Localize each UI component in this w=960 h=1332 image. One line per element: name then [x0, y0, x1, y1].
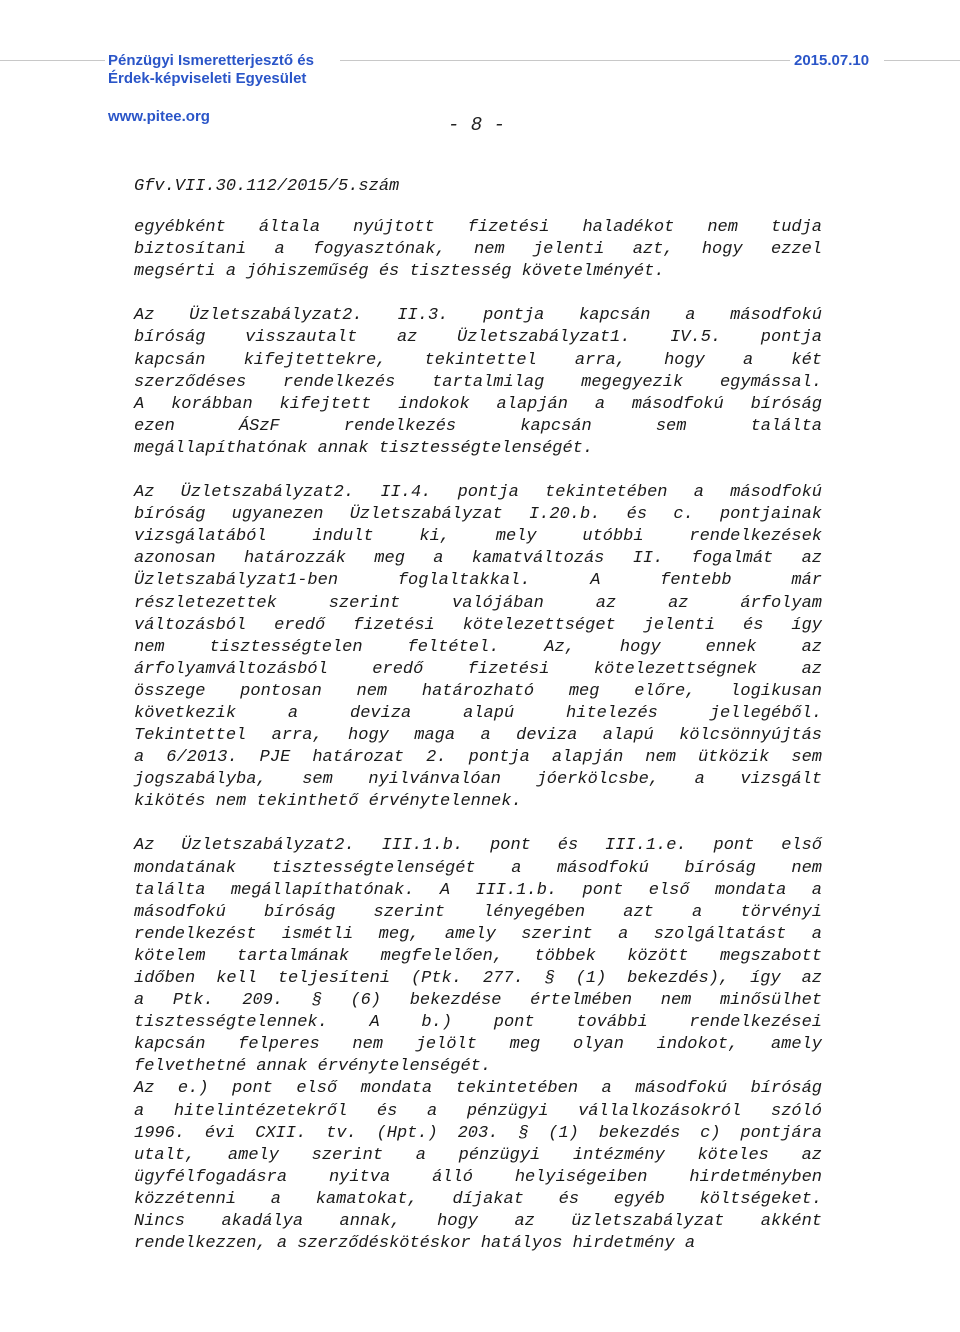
text-line: bíróság visszautalt az Üzletszabályzat1. IV.5. pontja	[134, 328, 822, 348]
text-line: jogszabályba, sem nyilvánvalóan jóerkölcsbe, a vizsgált	[134, 770, 822, 790]
text-line: ezen ÁSzF rendelkezés kapcsán sem találta	[134, 416, 822, 436]
paragraph	[134, 217, 822, 283]
text-line: rendelkezést ismétli meg, amely szerint a szolgáltatást a	[134, 924, 822, 944]
text-line: Az e.) pont első mondata tekintetében a másodfokú bíróság	[134, 1079, 822, 1099]
header-date: 2015.07.10	[794, 52, 870, 69]
organization-name-line2: Érdek-képviseleti Egyesület	[108, 70, 307, 87]
text-line: a hitelintézetekről és a pénzügyi vállalkozásokról szóló	[134, 1101, 822, 1121]
text-line: egyébként általa nyújtott fizetési haladékot nem tudja	[134, 218, 822, 238]
header-rule-left	[0, 60, 105, 61]
text-line: tisztességtelennek. A b.) pont további rendelkezései	[134, 1013, 822, 1033]
text-line: Nincs akadálya annak, hogy az üzletszabályzat akként	[134, 1212, 822, 1232]
text-line: 1996. évi CXII. tv. (Hpt.) 203. § (1) bekezdés c) pontjára	[134, 1123, 822, 1143]
text-line: változásból eredő fizetési kötelezettséget jelenti és így	[134, 615, 822, 635]
text-line: kapcsán felperes nem jelölt meg olyan indokot, amely	[134, 1035, 822, 1055]
text-line: Üzletszabályzat1-ben foglaltakkal. A fentebb már	[134, 571, 822, 591]
text-line: szerződéses rendelkezés tartalmilag megegyezik egymással.	[134, 372, 822, 392]
text-line: árfolyamváltozásból eredő fizetési kötelezettségnek az	[134, 659, 822, 679]
text-line: Az Üzletszabályzat2. II.4. pontja tekintetében a másodfokú	[134, 483, 822, 503]
page-number: - 8 -	[448, 114, 506, 136]
text-line: bíróság ugyanezen Üzletszabályzat I.20.b. és c. pontjainak	[134, 505, 822, 525]
text-line: A korábban kifejtett indokok alapján a másodfokú bíróság	[134, 394, 822, 414]
document-body	[134, 176, 822, 1255]
text-line: kötelem tartalmának megfelelően, többek között megszabott	[134, 946, 822, 966]
text-line: megállapíthatónak annak tisztességtelenségét.	[134, 438, 594, 458]
text-line: nem tisztességtelen feltétel. Az, hogy ennek az	[134, 637, 822, 657]
text-line: ügyfélfogadásra nyitva álló helyiségeiben hirdetményben	[134, 1167, 822, 1187]
text-line: a Ptk. 209. § (6) bekezdése értelmében nem minősülhet	[134, 991, 822, 1011]
text-line: felvethetné annak érvénytelenségét.	[134, 1057, 492, 1077]
text-line: kikötés nem tekinthető érvénytelennek.	[134, 792, 522, 812]
paragraph	[134, 305, 822, 460]
text-line: Az Üzletszabályzat2. II.3. pontja kapcsán a másodfokú	[134, 306, 822, 326]
text-line: időben kell teljesíteni (Ptk. 277. § (1) bekezdés), így az	[134, 969, 822, 988]
text-line: biztosítani a fogyasztónak, nem jelenti azt, hogy ezzel	[134, 240, 822, 260]
text-line: Tekintettel arra, hogy maga a deviza alapú kölcsönnyújtás	[134, 726, 822, 746]
paragraph	[134, 482, 822, 813]
text-line: megsérti a jóhiszeműség és tisztesség követelményét.	[134, 262, 665, 282]
header-rule-right	[884, 60, 960, 61]
text-line: Az Üzletszabályzat2. III.1.b. pont és III.1.e. pont első	[134, 836, 822, 856]
text-line: rendelkezzen, a szerződéskötéskor hatályos hirdetmény a	[134, 1234, 696, 1254]
text-line: vizsgálatából indult ki, mely utóbbi rendelkezések	[134, 527, 822, 547]
text-line: azonosan határozzák meg a kamatváltozás II. fogalmát az	[134, 549, 822, 569]
text-line: másodfokú bíróság szerint lényegében azt a törvényi	[134, 902, 822, 922]
case-reference: Gfv.VII.30.112/2015/5.szám	[134, 177, 400, 196]
website-link[interactable]: www.pitee.org	[108, 108, 210, 125]
text-line: mondatának tisztességtelenségét a másodfokú bíróság nem	[134, 858, 822, 878]
paragraph-container	[134, 217, 822, 1255]
organization-name-line1: Pénzügyi Ismeretterjesztő és	[108, 52, 314, 69]
text-line: következik a deviza alapú hitelezés jellegéből.	[134, 703, 822, 723]
text-line: közzétenni a kamatokat, díjakat és egyéb költségeket.	[134, 1189, 822, 1209]
text-line: részletezettek szerint valójában az az árfolyam	[134, 593, 822, 613]
text-line: utalt, amely szerint a pénzügyi intézmény köteles az	[134, 1145, 822, 1165]
text-line: kapcsán kifejtettekre, tekintettel arra, hogy a két	[134, 350, 822, 370]
text-line: a 6/2013. PJE határozat 2. pontja alapján nem ütközik sem	[134, 748, 822, 768]
text-line: találta megállapíthatónak. A III.1.b. pont első mondata a	[134, 880, 822, 900]
text-line: összege pontosan nem határozható meg előre, logikusan	[134, 681, 822, 701]
header-rule-middle	[340, 60, 790, 61]
paragraph	[134, 835, 822, 1255]
